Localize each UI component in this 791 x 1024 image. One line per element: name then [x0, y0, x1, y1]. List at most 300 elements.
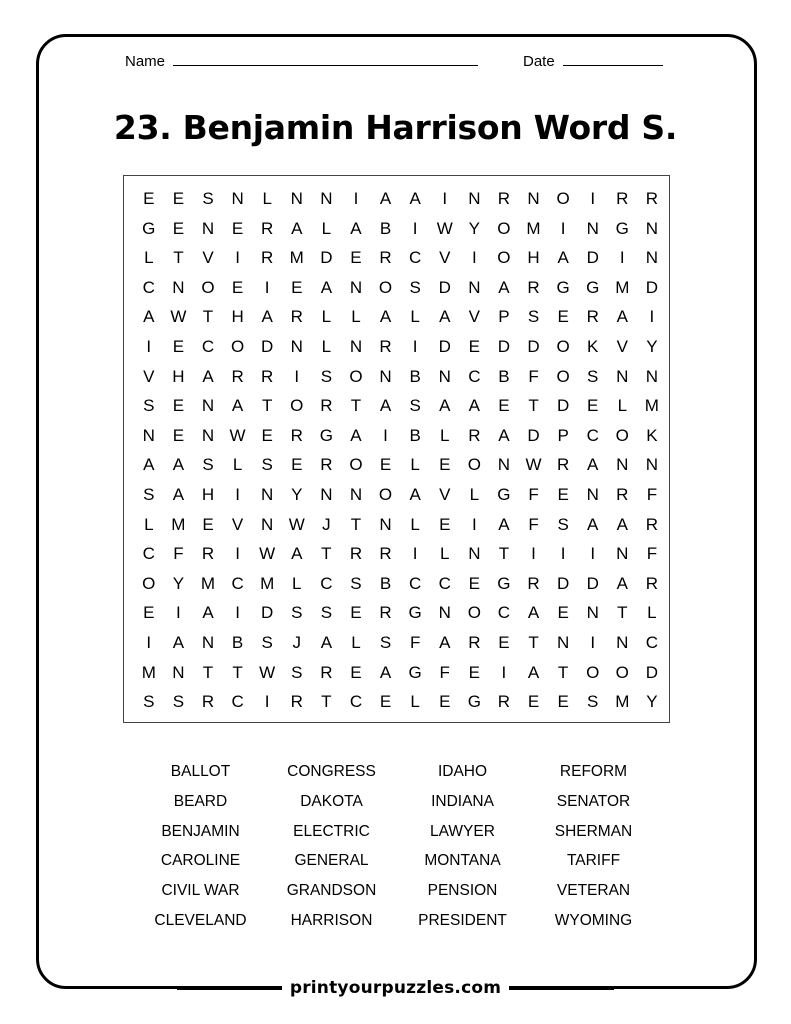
grid-letter[interactable]: N	[320, 484, 333, 504]
grid-letter[interactable]: N	[349, 484, 363, 504]
grid-letter[interactable]: V	[468, 307, 480, 327]
grid-letter[interactable]: E	[379, 692, 392, 712]
grid-letter[interactable]: E	[350, 662, 362, 682]
grid-letter[interactable]: D	[438, 277, 451, 297]
grid-letter[interactable]: E	[439, 455, 451, 475]
grid-letter[interactable]: R	[497, 189, 511, 208]
grid-letter[interactable]: M	[615, 277, 630, 297]
grid-letter[interactable]: E	[468, 336, 480, 356]
grid-letter[interactable]: A	[468, 396, 480, 416]
grid-letter[interactable]: S	[261, 455, 273, 475]
grid-letter[interactable]: N	[645, 248, 659, 268]
grid-letter[interactable]: A	[409, 189, 421, 208]
grid-letter[interactable]: E	[557, 692, 569, 712]
grid-letter[interactable]: F	[439, 662, 450, 682]
grid-letter[interactable]: H	[201, 484, 215, 504]
grid-letter[interactable]: A	[439, 307, 451, 327]
grid-letter[interactable]: L	[144, 514, 154, 534]
grid-letter[interactable]: A	[261, 307, 273, 327]
grid-letter[interactable]: A	[379, 662, 392, 682]
grid-letter[interactable]: N	[261, 514, 274, 534]
grid-letter[interactable]: N	[586, 484, 599, 504]
grid-letter[interactable]: N	[172, 277, 185, 297]
grid-letter[interactable]: R	[201, 544, 215, 564]
grid-letter[interactable]: R	[616, 484, 629, 504]
grid-letter[interactable]: T	[498, 544, 510, 564]
grid-letter[interactable]: O	[497, 248, 511, 268]
grid-letter[interactable]: R	[231, 366, 244, 386]
grid-letter[interactable]: I	[590, 544, 596, 564]
grid-letter[interactable]: A	[498, 425, 510, 445]
grid-letter[interactable]: L	[351, 307, 361, 327]
grid-letter[interactable]: E	[379, 455, 392, 475]
grid-letter[interactable]: C	[645, 632, 659, 652]
grid-letter[interactable]: S	[587, 366, 599, 386]
grid-letter[interactable]: D	[645, 277, 659, 297]
grid-letter[interactable]: R	[201, 692, 215, 712]
grid-letter[interactable]: I	[383, 425, 388, 445]
grid-letter[interactable]: D	[527, 336, 540, 356]
grid-letter[interactable]: E	[291, 277, 303, 297]
grid-letter[interactable]: I	[235, 248, 240, 268]
grid-letter[interactable]: A	[616, 307, 628, 327]
grid-letter[interactable]: L	[262, 189, 272, 208]
grid-letter[interactable]: K	[646, 425, 658, 445]
grid-letter[interactable]: A	[143, 307, 155, 327]
grid-letter[interactable]: I	[264, 277, 270, 297]
grid-letter[interactable]: C	[349, 692, 363, 712]
grid-letter[interactable]: M	[526, 218, 541, 238]
grid-letter[interactable]: C	[409, 248, 422, 268]
grid-letter[interactable]: T	[350, 514, 362, 534]
grid-letter[interactable]: N	[290, 189, 303, 208]
grid-letter[interactable]: F	[646, 484, 658, 504]
grid-letter[interactable]: T	[528, 396, 539, 416]
grid-letter[interactable]: E	[143, 189, 155, 208]
grid-letter[interactable]: R	[379, 603, 392, 623]
grid-letter[interactable]: D	[645, 662, 659, 682]
grid-letter[interactable]: A	[202, 603, 214, 623]
grid-letter[interactable]: W	[170, 307, 187, 327]
grid-letter[interactable]: T	[557, 662, 569, 682]
grid-letter[interactable]: W	[436, 218, 453, 238]
grid-letter[interactable]: G	[467, 692, 481, 712]
grid-letter[interactable]: E	[468, 573, 480, 593]
grid-letter[interactable]: A	[143, 455, 155, 475]
grid-letter[interactable]: P	[557, 425, 569, 445]
grid-letter[interactable]: Y	[646, 336, 658, 356]
grid-letter[interactable]: S	[261, 632, 273, 652]
grid-letter[interactable]: A	[527, 603, 540, 623]
grid-letter[interactable]: C	[231, 573, 244, 593]
grid-letter[interactable]: I	[412, 336, 418, 356]
grid-letter[interactable]: N	[201, 632, 215, 652]
grid-letter[interactable]: E	[231, 218, 244, 238]
grid-letter[interactable]: D	[497, 336, 511, 356]
grid-letter[interactable]: O	[142, 573, 156, 593]
grid-letter[interactable]: N	[379, 514, 392, 534]
grid-letter[interactable]: S	[143, 484, 155, 504]
grid-letter[interactable]: I	[412, 218, 418, 238]
grid-letter[interactable]: R	[645, 189, 659, 208]
grid-letter[interactable]: I	[531, 544, 536, 564]
grid-letter[interactable]: I	[590, 189, 596, 208]
grid-letter[interactable]: R	[586, 307, 599, 327]
grid-letter[interactable]: I	[619, 248, 625, 268]
grid-letter[interactable]: N	[438, 366, 451, 386]
grid-letter[interactable]: R	[556, 455, 570, 475]
grid-letter[interactable]: I	[176, 603, 181, 623]
grid-letter[interactable]: R	[468, 632, 481, 652]
grid-letter[interactable]: E	[557, 484, 569, 504]
grid-letter[interactable]: O	[556, 336, 570, 356]
grid-letter[interactable]: R	[616, 189, 629, 208]
grid-letter[interactable]: T	[321, 544, 332, 564]
grid-letter[interactable]: E	[172, 396, 185, 416]
grid-letter[interactable]: N	[349, 277, 363, 297]
grid-letter[interactable]: K	[587, 336, 599, 356]
grid-letter[interactable]: A	[291, 544, 303, 564]
grid-letter[interactable]: A	[439, 396, 451, 416]
grid-letter[interactable]: N	[497, 455, 511, 475]
grid-letter[interactable]: F	[528, 514, 539, 534]
grid-letter[interactable]: N	[468, 544, 481, 564]
grid-letter[interactable]: S	[320, 366, 333, 386]
grid-letter[interactable]: I	[471, 514, 477, 534]
grid-letter[interactable]: S	[172, 692, 185, 712]
grid-letter[interactable]: N	[142, 425, 155, 445]
grid-letter[interactable]: O	[378, 484, 393, 504]
grid-letter[interactable]: S	[320, 603, 333, 623]
grid-letter[interactable]: J	[322, 514, 331, 534]
grid-letter[interactable]: A	[587, 455, 599, 475]
grid-letter[interactable]: O	[349, 366, 363, 386]
name-line[interactable]	[173, 64, 478, 66]
grid-letter[interactable]: C	[201, 336, 215, 356]
grid-letter[interactable]: N	[556, 632, 570, 652]
grid-letter[interactable]: C	[142, 277, 155, 297]
grid-letter[interactable]: A	[350, 425, 362, 445]
grid-letter[interactable]: S	[143, 692, 155, 712]
grid-letter[interactable]: R	[261, 366, 274, 386]
grid-letter[interactable]: A	[498, 277, 510, 297]
grid-letter[interactable]: B	[409, 366, 421, 386]
grid-letter[interactable]: L	[410, 307, 420, 327]
grid-letter[interactable]: D	[438, 336, 451, 356]
grid-letter[interactable]: V	[202, 248, 214, 268]
grid-letter[interactable]: F	[409, 632, 421, 652]
grid-letter[interactable]: E	[172, 336, 185, 356]
grid-letter[interactable]: G	[408, 603, 422, 623]
grid-letter[interactable]: E	[261, 425, 273, 445]
grid-letter[interactable]: A	[587, 514, 599, 534]
grid-letter[interactable]: R	[261, 218, 274, 238]
grid-letter[interactable]: T	[173, 248, 184, 268]
grid-letter[interactable]: R	[290, 307, 303, 327]
grid-letter[interactable]: W	[229, 425, 246, 445]
grid-letter[interactable]: A	[202, 366, 214, 386]
grid-letter[interactable]: L	[321, 307, 332, 327]
grid-letter[interactable]: A	[379, 307, 392, 327]
grid-letter[interactable]: A	[498, 514, 510, 534]
grid-letter[interactable]: B	[498, 366, 510, 386]
grid-letter[interactable]: I	[560, 218, 566, 238]
grid-letter[interactable]: A	[291, 218, 303, 238]
grid-letter[interactable]: C	[409, 573, 422, 593]
grid-letter[interactable]: B	[409, 425, 421, 445]
grid-letter[interactable]: V	[439, 484, 451, 504]
grid-letter[interactable]: S	[291, 662, 303, 682]
grid-letter[interactable]: M	[644, 396, 659, 416]
grid-letter[interactable]: I	[501, 662, 507, 682]
grid-letter[interactable]: N	[261, 484, 274, 504]
grid-letter[interactable]: I	[353, 189, 359, 208]
grid-letter[interactable]: S	[587, 692, 599, 712]
grid-letter[interactable]: S	[379, 632, 392, 652]
grid-letter[interactable]: W	[288, 514, 305, 534]
grid-letter[interactable]: A	[231, 396, 244, 416]
grid-letter[interactable]: N	[201, 425, 215, 445]
grid-letter[interactable]: M	[171, 514, 186, 534]
grid-letter[interactable]: W	[525, 455, 542, 475]
grid-letter[interactable]: C	[320, 573, 333, 593]
grid-letter[interactable]: I	[471, 248, 477, 268]
grid-letter[interactable]: B	[231, 632, 244, 652]
grid-letter[interactable]: O	[290, 396, 304, 416]
grid-letter[interactable]: I	[412, 544, 418, 564]
grid-letter[interactable]: G	[586, 277, 600, 297]
grid-letter[interactable]: G	[142, 218, 156, 238]
grid-letter[interactable]: Y	[291, 484, 303, 504]
grid-letter[interactable]: Y	[172, 573, 185, 593]
grid-letter[interactable]: E	[143, 603, 155, 623]
grid-letter[interactable]: O	[201, 277, 215, 297]
grid-letter[interactable]: I	[264, 692, 270, 712]
grid-letter[interactable]: E	[498, 396, 510, 416]
grid-letter[interactable]: I	[442, 189, 448, 208]
grid-letter[interactable]: A	[320, 277, 333, 297]
grid-letter[interactable]: I	[235, 484, 240, 504]
grid-letter[interactable]: R	[527, 277, 540, 297]
grid-letter[interactable]: I	[294, 366, 300, 386]
grid-letter[interactable]: M	[260, 573, 275, 593]
grid-letter[interactable]: F	[528, 366, 539, 386]
grid-letter[interactable]: Y	[468, 218, 480, 238]
grid-letter[interactable]: V	[143, 366, 155, 386]
grid-letter[interactable]: R	[290, 425, 303, 445]
grid-letter[interactable]: E	[557, 307, 569, 327]
grid-letter[interactable]: E	[439, 692, 451, 712]
grid-letter[interactable]: L	[410, 455, 420, 475]
grid-letter[interactable]: N	[586, 603, 599, 623]
grid-letter[interactable]: S	[409, 396, 421, 416]
grid-letter[interactable]: I	[235, 544, 240, 564]
grid-letter[interactable]: N	[172, 662, 185, 682]
grid-letter[interactable]: F	[646, 544, 658, 564]
grid-letter[interactable]: G	[497, 484, 511, 504]
grid-letter[interactable]: N	[349, 336, 363, 356]
grid-letter[interactable]: E	[468, 662, 480, 682]
grid-letter[interactable]: A	[379, 189, 392, 208]
grid-letter[interactable]: S	[557, 514, 569, 534]
grid-letter[interactable]: N	[231, 189, 244, 208]
grid-letter[interactable]: O	[230, 336, 245, 356]
grid-letter[interactable]: N	[290, 336, 303, 356]
grid-letter[interactable]: T	[202, 307, 214, 327]
grid-letter[interactable]: T	[617, 603, 628, 623]
grid-letter[interactable]: I	[146, 632, 152, 652]
grid-letter[interactable]: E	[172, 218, 185, 238]
grid-letter[interactable]: I	[235, 603, 240, 623]
grid-letter[interactable]: R	[320, 662, 333, 682]
grid-letter[interactable]: T	[321, 692, 332, 712]
grid-letter[interactable]: R	[320, 396, 333, 416]
grid-letter[interactable]: E	[350, 603, 362, 623]
grid-letter[interactable]: V	[439, 248, 451, 268]
grid-letter[interactable]: A	[439, 632, 451, 652]
grid-letter[interactable]: E	[527, 692, 540, 712]
grid-letter[interactable]: S	[143, 396, 155, 416]
grid-letter[interactable]: I	[590, 632, 596, 652]
grid-letter[interactable]: S	[350, 573, 362, 593]
grid-letter[interactable]: F	[173, 544, 184, 564]
grid-letter[interactable]: A	[350, 218, 362, 238]
grid-letter[interactable]: G	[497, 573, 511, 593]
grid-letter[interactable]: R	[468, 425, 481, 445]
grid-letter[interactable]: N	[468, 277, 481, 297]
grid-letter[interactable]: A	[616, 514, 628, 534]
grid-letter[interactable]: M	[289, 248, 304, 268]
grid-letter[interactable]: N	[645, 366, 659, 386]
grid-letter[interactable]: N	[201, 218, 215, 238]
grid-letter[interactable]: L	[232, 455, 243, 475]
grid-letter[interactable]: V	[616, 336, 628, 356]
grid-letter[interactable]: D	[586, 573, 599, 593]
grid-letter[interactable]: E	[202, 514, 214, 534]
grid-letter[interactable]: T	[202, 662, 214, 682]
grid-letter[interactable]: C	[438, 573, 451, 593]
grid-letter[interactable]: E	[498, 632, 510, 652]
grid-letter[interactable]: D	[586, 248, 599, 268]
grid-letter[interactable]: R	[379, 336, 392, 356]
grid-letter[interactable]: L	[321, 218, 332, 238]
grid-letter[interactable]: A	[172, 632, 185, 652]
grid-letter[interactable]: I	[560, 544, 566, 564]
grid-letter[interactable]: F	[528, 484, 539, 504]
grid-letter[interactable]: O	[556, 189, 570, 208]
grid-letter[interactable]: E	[291, 455, 303, 475]
grid-letter[interactable]: R	[320, 455, 333, 475]
grid-letter[interactable]: N	[616, 366, 629, 386]
grid-letter[interactable]: J	[292, 632, 302, 652]
grid-letter[interactable]: R	[645, 573, 659, 593]
grid-letter[interactable]: D	[556, 573, 570, 593]
grid-letter[interactable]: B	[379, 218, 392, 238]
grid-letter[interactable]: G	[556, 277, 570, 297]
grid-letter[interactable]: I	[649, 307, 655, 327]
grid-letter[interactable]: L	[617, 396, 628, 416]
grid-letter[interactable]: C	[586, 425, 599, 445]
grid-letter[interactable]: O	[497, 218, 511, 238]
grid-letter[interactable]: O	[556, 366, 570, 386]
grid-letter[interactable]: C	[468, 366, 481, 386]
grid-letter[interactable]: L	[440, 425, 450, 445]
grid-letter[interactable]: D	[556, 396, 570, 416]
grid-letter[interactable]: L	[292, 573, 302, 593]
grid-letter[interactable]: L	[440, 544, 450, 564]
grid-letter[interactable]: G	[615, 218, 629, 238]
grid-letter[interactable]: E	[557, 603, 569, 623]
grid-letter[interactable]: N	[616, 544, 629, 564]
grid-letter[interactable]: H	[527, 248, 540, 268]
grid-letter[interactable]: L	[647, 603, 657, 623]
grid-letter[interactable]: N	[527, 189, 540, 208]
grid-letter[interactable]: A	[172, 484, 185, 504]
grid-letter[interactable]: M	[615, 692, 630, 712]
grid-letter[interactable]: T	[528, 632, 539, 652]
grid-letter[interactable]: H	[231, 307, 244, 327]
grid-letter[interactable]: O	[586, 662, 600, 682]
grid-letter[interactable]: N	[586, 218, 599, 238]
grid-letter[interactable]: N	[320, 189, 333, 208]
grid-letter[interactable]: D	[261, 336, 274, 356]
grid-letter[interactable]: L	[321, 336, 332, 356]
grid-letter[interactable]: L	[469, 484, 480, 504]
grid-letter[interactable]: E	[172, 425, 185, 445]
grid-letter[interactable]: L	[410, 692, 420, 712]
grid-letter[interactable]: C	[142, 544, 155, 564]
grid-letter[interactable]: O	[467, 603, 481, 623]
grid-letter[interactable]: R	[497, 692, 511, 712]
grid-letter[interactable]: O	[615, 425, 629, 445]
grid-letter[interactable]: O	[378, 277, 393, 297]
grid-letter[interactable]: A	[527, 662, 540, 682]
grid-letter[interactable]: O	[467, 455, 481, 475]
grid-letter[interactable]: E	[350, 248, 362, 268]
grid-letter[interactable]: A	[172, 455, 185, 475]
grid-letter[interactable]: D	[527, 425, 540, 445]
grid-letter[interactable]: W	[259, 544, 276, 564]
grid-letter[interactable]: A	[409, 484, 421, 504]
grid-letter[interactable]: S	[409, 277, 421, 297]
grid-letter[interactable]: M	[141, 662, 156, 682]
grid-letter[interactable]: N	[645, 455, 659, 475]
grid-letter[interactable]: Y	[646, 692, 658, 712]
grid-letter[interactable]: G	[319, 425, 333, 445]
grid-letter[interactable]: G	[408, 662, 422, 682]
grid-letter[interactable]: N	[616, 632, 629, 652]
grid-letter[interactable]: N	[645, 218, 659, 238]
grid-letter[interactable]: E	[587, 396, 599, 416]
grid-letter[interactable]: L	[351, 632, 361, 652]
grid-letter[interactable]: R	[379, 248, 392, 268]
grid-letter[interactable]: N	[616, 455, 629, 475]
grid-letter[interactable]: T	[350, 396, 362, 416]
grid-letter[interactable]: B	[379, 573, 392, 593]
grid-letter[interactable]: R	[379, 544, 392, 564]
grid-letter[interactable]: A	[379, 396, 392, 416]
grid-letter[interactable]: R	[261, 248, 274, 268]
grid-letter[interactable]: O	[615, 662, 629, 682]
grid-letter[interactable]: A	[616, 573, 628, 593]
grid-letter[interactable]: H	[172, 366, 185, 386]
grid-letter[interactable]: S	[202, 455, 214, 475]
grid-letter[interactable]: M	[200, 573, 216, 593]
grid-letter[interactable]: N	[379, 366, 392, 386]
grid-letter[interactable]: E	[172, 189, 185, 208]
grid-letter[interactable]: R	[527, 573, 540, 593]
grid-letter[interactable]: N	[468, 189, 481, 208]
